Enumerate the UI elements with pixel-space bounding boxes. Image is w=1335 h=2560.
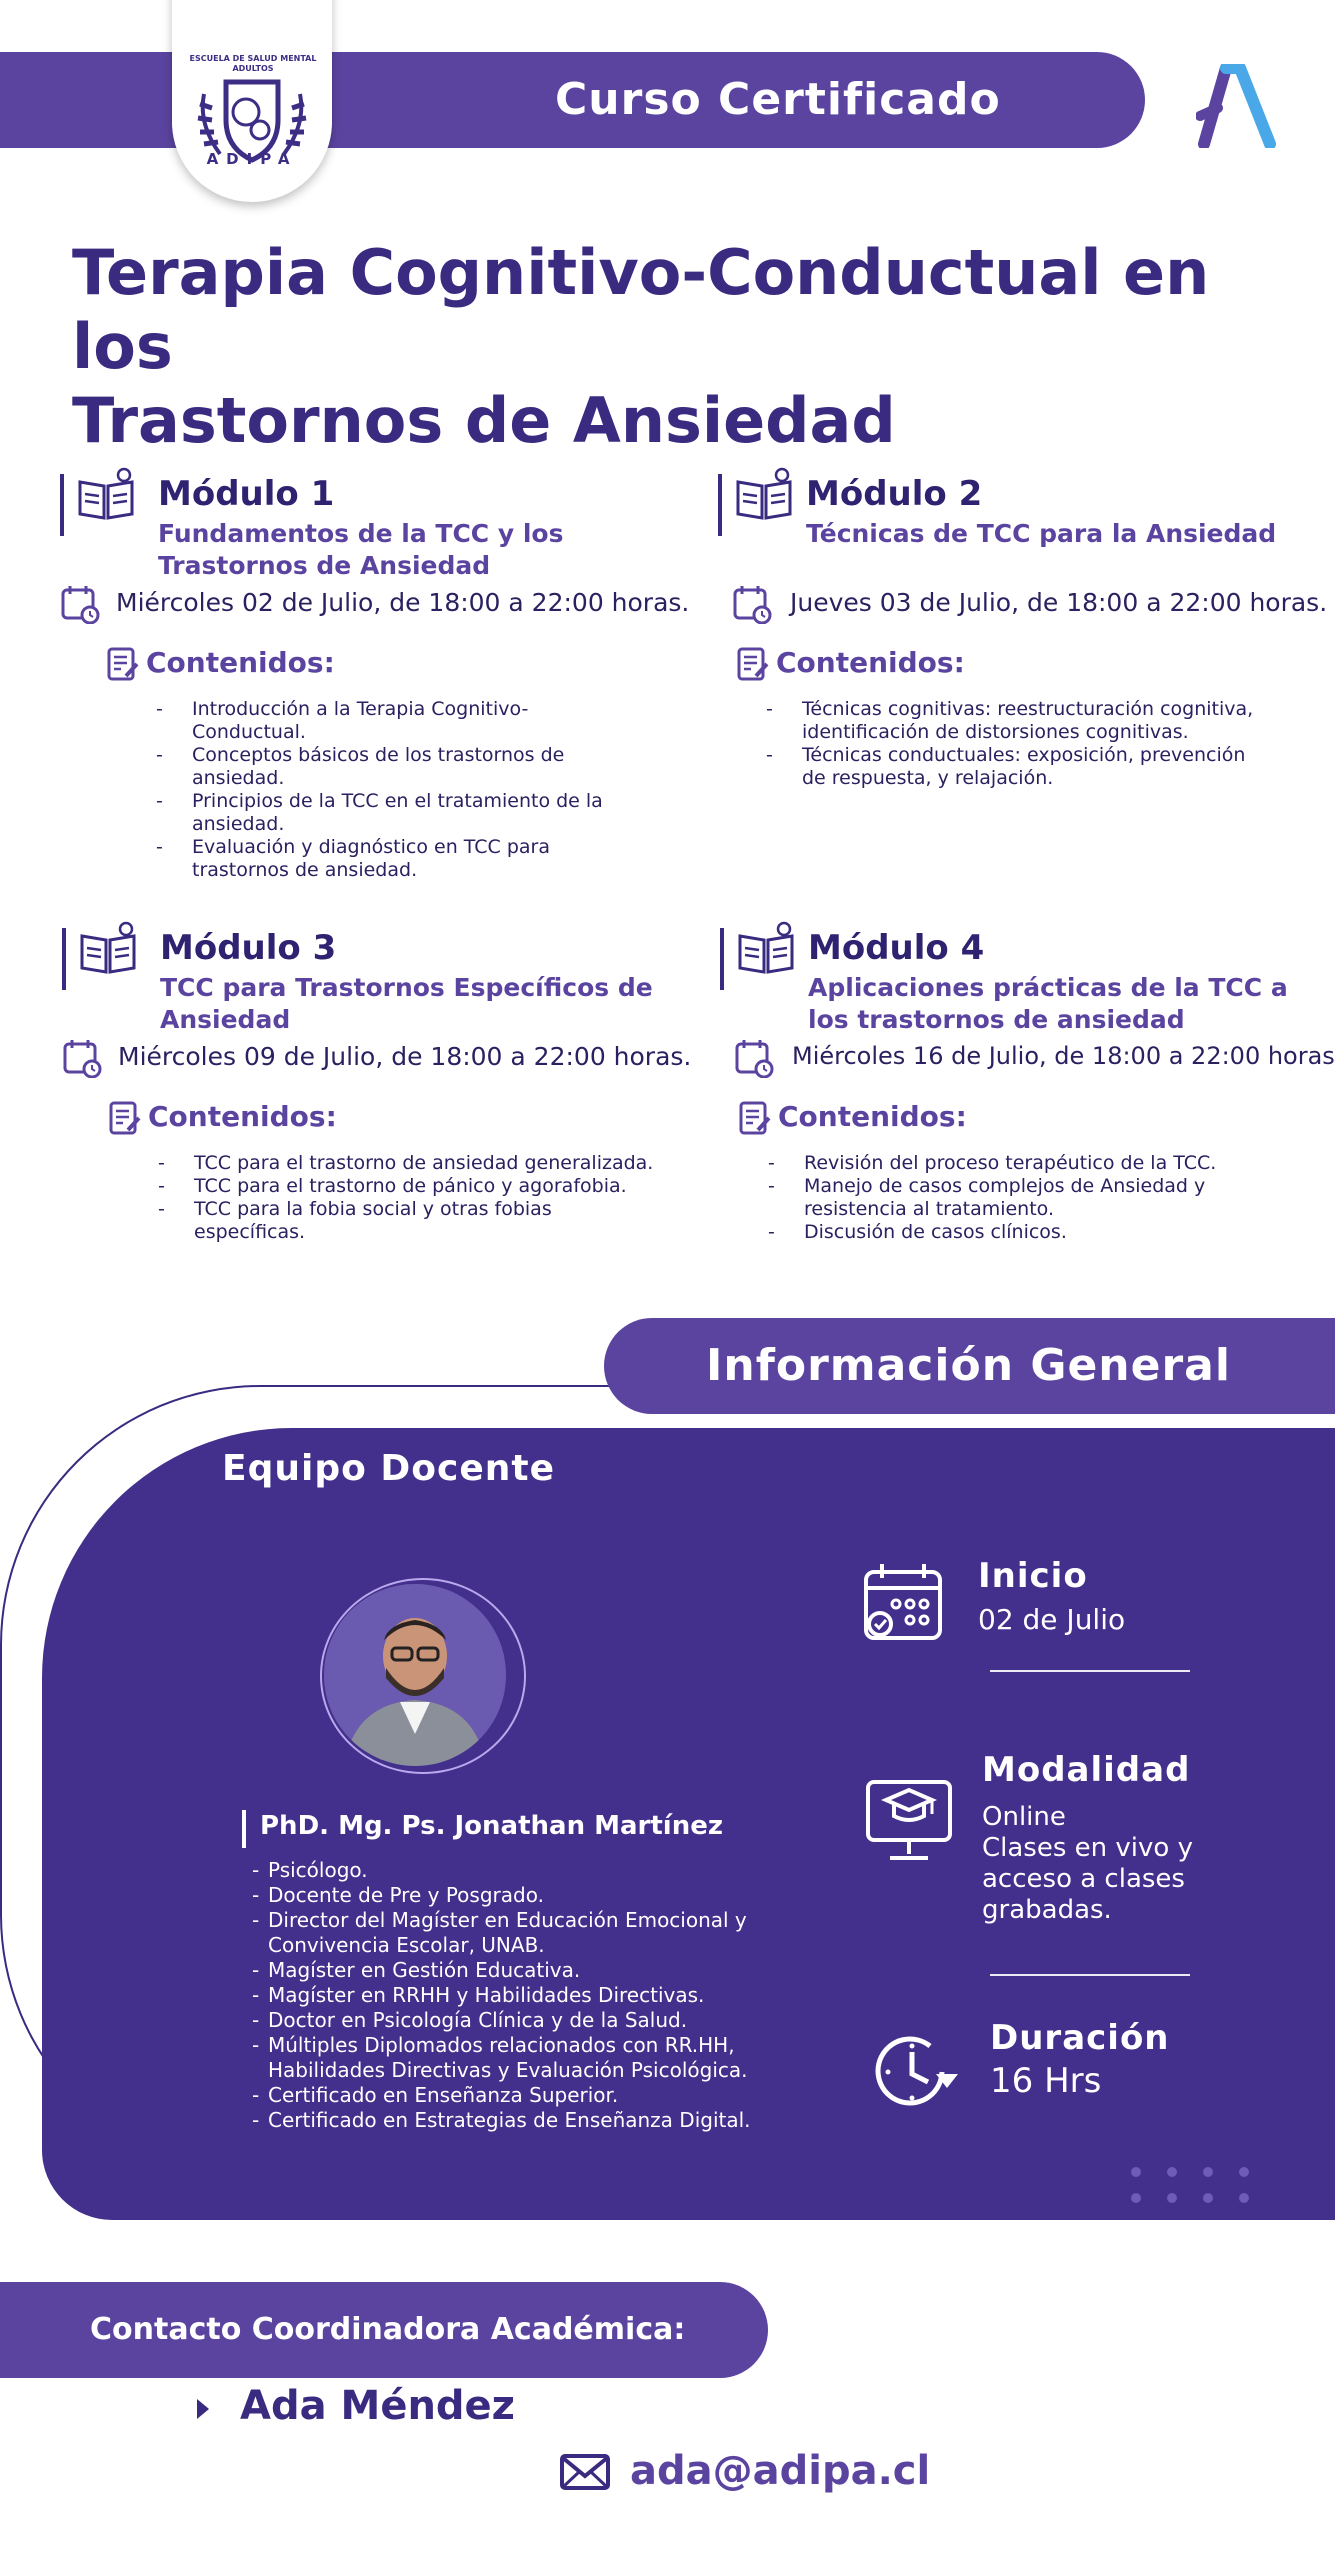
start-label: Inicio [978,1556,1088,1596]
badge-brand-text: ADIPA [206,150,298,168]
list-item: - Introducción a la Terapia Cognitivo-Conductual. [156,698,626,744]
divider [990,1670,1190,1672]
list-item: - Principios de la TCC en el tratamiento de la ansiedad. [156,790,626,836]
document-pencil-icon [736,646,770,682]
module-accent-bar [60,474,64,536]
module-accent-bar [62,928,66,990]
list-item: - Certificado en Enseñanza Superior. [252,2083,772,2108]
credentials-list [252,1858,772,2133]
list-item: - TCC para la fobia social y otras fobias específicas. [158,1198,658,1244]
clock-arrow-icon [872,2030,960,2114]
calendar-clock-icon [62,1038,102,1078]
contents-label: Contenidos: [148,1100,337,1133]
list-item: - Magíster en Gestión Educativa. [252,1958,772,1983]
module-3 [62,920,702,1300]
header-pill-title: Curso Certificado [555,74,1001,125]
module-date: Miércoles 16 de Julio, de 18:00 a 22:00 horas [792,1042,1335,1070]
contents-label: Contenidos: [146,646,335,679]
list-item: - Múltiples Diplomados relacionados con RR.HH, Habilidades Directivas y Evaluación Psicológica. [252,2033,772,2083]
calendar-clock-icon [732,584,772,624]
module-date: Miércoles 09 de Julio, de 18:00 a 22:00 horas. [118,1042,692,1071]
contents-label: Contenidos: [778,1100,967,1133]
list-item: - Director del Magíster en Educación Emocional y Convivencia Escolar, UNAB. [252,1908,772,1958]
brand-mark-icon [1196,64,1276,148]
module-1 [60,466,700,896]
list-item: - Manejo de casos complejos de Ansiedad y resistencia al tratamiento. [768,1175,1268,1221]
module-4 [720,920,1335,1300]
contents-list [156,698,626,882]
list-item: - Técnicas cognitivas: reestructuración cognitiva, identificación de distorsiones cognitivas. [766,698,1266,744]
document-pencil-icon [106,646,140,682]
document-pencil-icon [108,1100,142,1136]
course-title: Terapia Cognitivo-Conductual en los Trastornos de Ansiedad [72,236,1210,457]
document-pencil-icon [738,1100,772,1136]
list-item: - Docente de Pre y Posgrado. [252,1883,772,1908]
module-number: Módulo 4 [808,928,985,968]
play-triangle-icon [196,2398,210,2420]
monitor-graduation-cap-icon [864,1768,954,1864]
open-book-lightbulb-icon [76,466,136,522]
divider [990,1974,1190,1976]
teacher-avatar-icon [324,1584,506,1766]
module-number: Módulo 2 [806,474,983,514]
envelope-icon [560,2454,610,2490]
list-item: - Magíster en RRHH y Habilidades Directivas. [252,1983,772,2008]
list-item: - Revisión del proceso terapéutico de la TCC. [768,1152,1268,1175]
calendar-clock-icon [734,1038,774,1078]
badge-school-text: ESCUELA DE SALUD MENTAL ADULTOS [189,54,317,73]
teacher-photo [324,1584,506,1766]
module-subtitle: Fundamentos de la TCC y los Trastornos de Ansiedad [158,519,564,580]
list-item: - Técnicas conductuales: exposición, prevención de respuesta, y relajación. [766,744,1266,790]
contact-pill-title: Contacto Coordinadora Académica: [90,2312,686,2347]
list-item: - Discusión de casos clínicos. [768,1221,1268,1244]
module-number: Módulo 1 [158,474,335,514]
contents-label: Contenidos: [776,646,965,679]
list-item: - Conceptos básicos de los trastornos de ansiedad. [156,744,626,790]
module-accent-bar [720,928,724,990]
mode-value [982,1802,1212,1926]
mode-value-line2: Clases en vivo y acceso a clases grabadas. [982,1833,1193,1925]
contact-email-link[interactable]: ada@adipa.cl [630,2448,931,2494]
mode-label: Modalidad [982,1750,1191,1790]
teacher-name: PhD. Mg. Ps. Jonathan Martínez [260,1811,723,1841]
list-item: - TCC para el trastorno de pánico y agorafobia. [158,1175,658,1198]
list-item: - Evaluación y diagnóstico en TCC para trastornos de ansiedad. [156,836,626,882]
contents-list [768,1152,1268,1244]
list-item: - Doctor en Psicología Clínica y de la Salud. [252,2008,772,2033]
info-pill-title: Información General [706,1340,1231,1391]
open-book-lightbulb-icon [78,920,138,976]
module-accent-bar [718,474,722,536]
list-item: - Psicólogo. [252,1858,772,1883]
contents-list [158,1152,658,1244]
open-book-lightbulb-icon [736,920,796,976]
team-title: Equipo Docente [222,1448,555,1489]
duration-value: 16 Hrs [990,2061,1102,2101]
teacher-accent-bar [242,1810,246,1848]
module-date: Jueves 03 de Julio, de 18:00 a 22:00 horas. [790,588,1328,617]
duration-label: Duración [990,2018,1170,2058]
module-number: Módulo 3 [160,928,337,968]
contents-list [766,698,1266,790]
open-book-lightbulb-icon [734,466,794,522]
module-subtitle: Aplicaciones prácticas de la TCC a los trastornos de ansiedad [808,973,1288,1034]
module-2 [718,466,1333,896]
mode-value-line1: Online [982,1802,1066,1832]
calendar-clock-icon [60,584,100,624]
module-subtitle: TCC para Trastornos Específicos de Ansiedad [160,973,653,1034]
calendar-check-icon [860,1560,946,1646]
module-date: Miércoles 02 de Julio, de 18:00 a 22:00 horas. [116,588,690,617]
module-subtitle: Técnicas de TCC para la Ansiedad [806,519,1277,548]
contact-name: Ada Méndez [240,2383,515,2429]
start-value: 02 de Julio [978,1603,1126,1636]
list-item: - Certificado en Estrategias de Enseñanza Digital. [252,2108,772,2133]
list-item: - TCC para el trastorno de ansiedad generalizada. [158,1152,658,1175]
decorative-dots [1130,2166,1260,2206]
